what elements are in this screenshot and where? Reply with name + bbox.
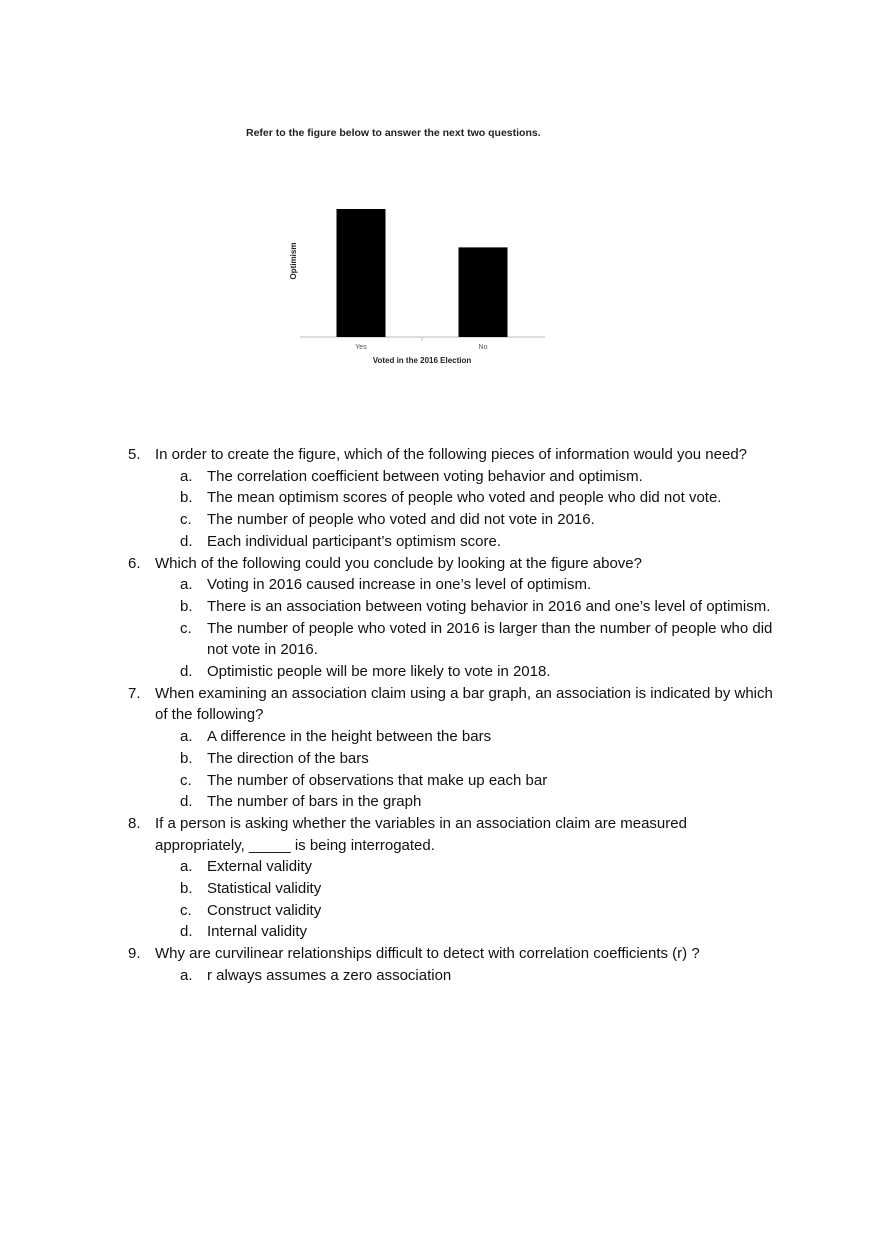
question-item (128, 553, 778, 683)
figure-caption: Refer to the figure below to answer the next two questions. (246, 127, 541, 139)
question-row (128, 813, 778, 856)
option-text: The number of observations that make up each bar (207, 771, 548, 789)
answer-option (180, 574, 778, 596)
question-item (128, 444, 778, 553)
answer-option (180, 791, 778, 813)
option-letter: c. (180, 619, 192, 637)
option-letter: c. (180, 901, 192, 919)
x-tick-label: Yes (355, 344, 367, 351)
option-text: Optimistic people will be more likely to vote in 2018. (207, 663, 551, 681)
question-item (128, 813, 778, 943)
question-list (128, 444, 778, 987)
option-letter: d. (180, 923, 193, 941)
option-letter: b. (180, 749, 193, 767)
answer-option (180, 748, 778, 770)
optimism-bar-chart (280, 195, 560, 375)
question-row (128, 943, 778, 965)
question-number: 6. (128, 554, 141, 572)
option-text: Construct validity (207, 901, 322, 919)
question-text: When examining an association claim using a bar graph, an association is indicated by which of the following? (155, 684, 773, 724)
answer-option (180, 878, 778, 900)
option-list (180, 466, 778, 553)
question-row (128, 683, 778, 726)
option-list (180, 965, 778, 987)
answer-option (180, 509, 778, 531)
question-row (128, 444, 778, 466)
option-letter: d. (180, 532, 193, 550)
option-text: The correlation coefficient between voting behavior and optimism. (207, 467, 643, 485)
option-text: The number of bars in the graph (207, 793, 422, 811)
answer-option (180, 618, 778, 661)
option-letter: a. (180, 576, 193, 594)
question-number: 9. (128, 945, 141, 963)
answer-option (180, 726, 778, 748)
option-list (180, 856, 778, 943)
option-letter: b. (180, 489, 193, 507)
option-letter: b. (180, 597, 193, 615)
option-text: Voting in 2016 caused increase in one’s level of optimism. (207, 576, 592, 594)
option-text: External validity (207, 858, 313, 876)
option-letter: a. (180, 858, 193, 876)
answer-option (180, 661, 778, 683)
question-row (128, 553, 778, 575)
answer-option (180, 487, 778, 509)
option-text: The number of people who voted in 2016 is larger than the number of people who did not vote in 2016. (207, 619, 773, 659)
option-text: Each individual participant’s optimism score. (207, 532, 502, 550)
option-text: There is an association between voting behavior in 2016 and one’s level of optimism. (207, 597, 771, 615)
option-letter: d. (180, 663, 193, 681)
option-text: A difference in the height between the bars (207, 728, 492, 746)
option-letter: c. (180, 771, 192, 789)
x-tick-labels (355, 344, 487, 351)
bar-yes (337, 209, 386, 337)
answer-option (180, 965, 778, 987)
option-letter: a. (180, 728, 193, 746)
option-list (180, 726, 778, 813)
answer-option (180, 596, 778, 618)
y-axis-label: Optimism (289, 242, 298, 280)
answer-option (180, 531, 778, 553)
option-letter: c. (180, 511, 192, 529)
option-text: r always assumes a zero association (207, 966, 452, 984)
question-item (128, 943, 778, 986)
option-text: Internal validity (207, 923, 308, 941)
option-letter: b. (180, 880, 193, 898)
question-number: 7. (128, 684, 141, 702)
x-axis-label: Voted in the 2016 Election (372, 356, 472, 365)
option-text: The number of people who voted and did not vote in 2016. (207, 511, 595, 529)
option-text: The mean optimism scores of people who voted and people who did not vote. (207, 489, 722, 507)
question-text: Which of the following could you conclude by looking at the figure above? (155, 554, 642, 572)
question-text: If a person is asking whether the variables in an association claim are measured appropriately, _____ is being interrogated. (155, 814, 687, 854)
question-number: 8. (128, 814, 141, 832)
answer-option (180, 466, 778, 488)
question-item (128, 683, 778, 813)
answer-option (180, 900, 778, 922)
option-list (180, 574, 778, 683)
option-letter: d. (180, 793, 193, 811)
option-letter: a. (180, 467, 193, 485)
answer-option (180, 770, 778, 792)
question-text: In order to create the figure, which of the following pieces of information would you need? (155, 446, 748, 463)
x-tick-label: No (478, 344, 488, 351)
bars-group (337, 209, 508, 337)
option-letter: a. (180, 966, 193, 984)
answer-option (180, 921, 778, 943)
answer-option (180, 856, 778, 878)
option-text: Statistical validity (207, 880, 322, 898)
bar-no (459, 247, 508, 337)
option-text: The direction of the bars (207, 749, 369, 767)
question-number: 5. (128, 446, 141, 463)
question-text: Why are curvilinear relationships difficult to detect with correlation coefficients (r) ? (155, 945, 700, 963)
